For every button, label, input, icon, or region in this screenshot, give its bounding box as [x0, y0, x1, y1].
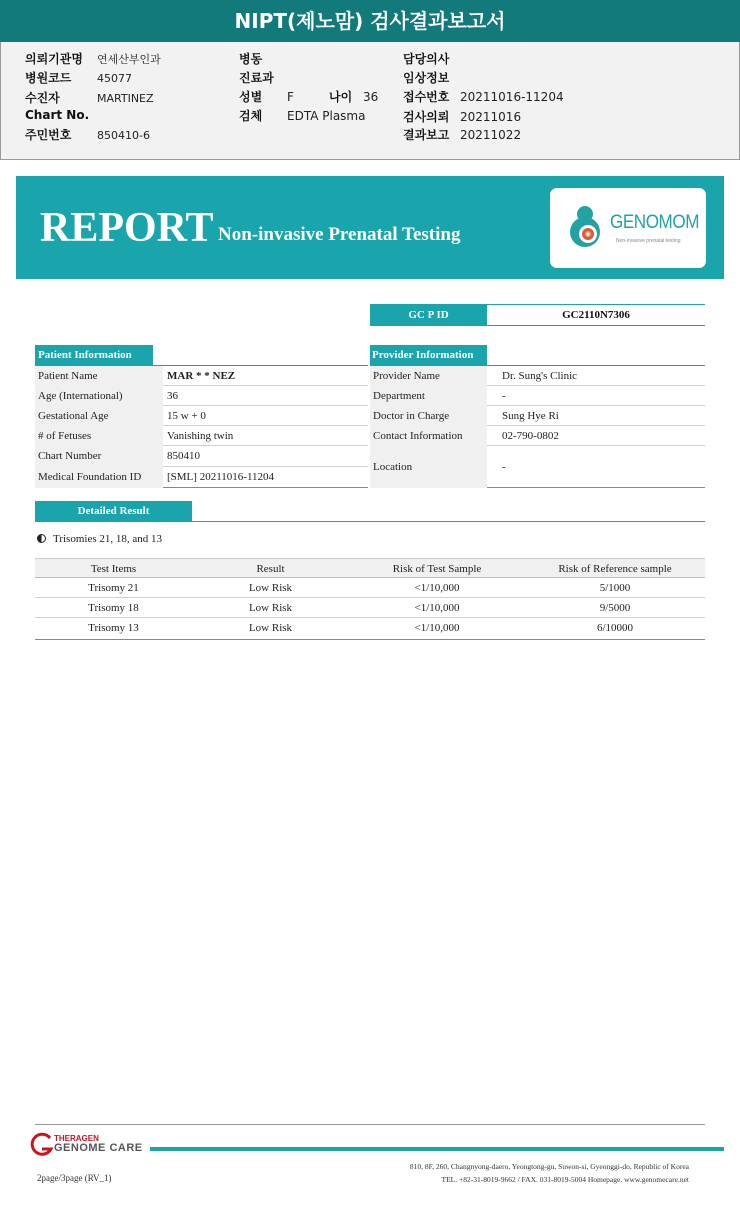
gcp-id-value: GC2110N7306: [562, 309, 630, 321]
report-form-title: NIPT(제노맘) 검사결과보고서: [0, 0, 740, 42]
theragen-g-icon: [30, 1132, 54, 1158]
theragen-genome-care-logo: [30, 1132, 152, 1158]
genomom-emblem-icon: [566, 202, 610, 258]
table-row: Doctor in Charge Sung Hye Ri: [370, 406, 705, 426]
trisomies-heading: Trisomies 21, 18, and 13: [37, 533, 162, 545]
patient-info-header: Patient Information: [35, 345, 153, 365]
column-header: Risk of Test Sample: [392, 563, 482, 575]
column-header: Result: [256, 563, 285, 575]
table-row: Trisomy 13 Low Risk <1/10,000 6/10000: [88, 622, 634, 634]
gcp-id-label: GC P ID: [370, 305, 487, 325]
column-header: Risk of Reference sample: [558, 563, 672, 575]
detailed-result-header: Detailed Result: [35, 501, 192, 521]
theragen-wordmark: THERAGEN: [54, 1134, 99, 1143]
table-row: Age (International) 36: [35, 386, 368, 406]
table-row: Patient Name MAR * * NEZ: [35, 366, 368, 386]
requesting-institution-field: 의뢰기관명 연세산부인과: [25, 52, 161, 66]
contact-line: TEL. +82-31-8019-9662 / FAX. 031-8019-5004 Homepage. www.genomecare.net: [441, 1175, 689, 1184]
address-line: 810, 8F, 260, Changnyong-daero, Yeongtong-gu, Suwon-si, Gyeonggi-do, Republic of Korea: [409, 1162, 689, 1171]
table-row: # of Fetuses Vanishing twin: [35, 426, 368, 446]
table-row: Provider Name Dr. Sung's Clinic: [370, 366, 705, 386]
genomom-wordmark: GENOMOM: [610, 212, 700, 233]
table-row: Department -: [370, 386, 705, 406]
sex-field: 성별 F: [239, 90, 294, 104]
table-row: Trisomy 18 Low Risk <1/10,000 9/5000: [35, 598, 705, 618]
footer-divider: [35, 1124, 705, 1125]
table-row: Contact Information 02-790-0802: [370, 426, 705, 446]
table-row: Chart Number 850410: [35, 446, 368, 467]
clinical-info-field: 임상정보: [403, 71, 450, 85]
department-field: 진료과: [239, 71, 274, 85]
table-row: Location -: [370, 446, 705, 488]
physician-field: 담당의사: [403, 52, 450, 66]
chart-no-field: Chart No.: [25, 108, 90, 122]
report-subheading: Non-invasive Prenatal Testing: [218, 224, 461, 245]
half-circle-icon: [37, 534, 46, 543]
column-header: Test Items: [90, 563, 137, 575]
patient-info-table: [35, 366, 368, 488]
specimen-field: 검체 EDTA Plasma: [239, 109, 366, 123]
examinee-field: 수진자 MARTINEZ: [25, 91, 154, 105]
hospital-code-field: 병원코드 45077: [25, 71, 132, 85]
order-info-panel: [0, 42, 740, 160]
table-row: Medical Foundation ID [SML] 20211016-11204: [35, 467, 368, 488]
footer-accent-bar: [150, 1147, 724, 1151]
age-field: 나이 36: [329, 90, 379, 104]
receipt-number-field: 접수번호 20211016-11204: [403, 90, 564, 104]
report-date-field: 결과보고 20211022: [403, 128, 522, 142]
genomom-logo: [550, 188, 706, 268]
ward-field: 병동: [239, 52, 263, 66]
page-number: 2page/3page (RV_1): [37, 1173, 112, 1183]
genomom-tagline: Non-invasive prenatal testing: [616, 238, 681, 244]
detailed-result-rule: [35, 521, 705, 522]
provider-info-header: Provider Information: [370, 345, 487, 365]
table-row: Gestational Age 15 w + 0: [35, 406, 368, 426]
trisomy-results-table: [35, 558, 705, 640]
report-heading: REPORT: [40, 205, 214, 251]
provider-info-table: [370, 366, 705, 488]
table-row: Trisomy 21 Low Risk <1/10,000 5/1000: [35, 578, 705, 598]
company-address: [410, 1160, 689, 1186]
report-banner: [16, 176, 724, 279]
table-header-row: [35, 558, 705, 578]
request-date-field: 검사의뢰 20211016: [403, 110, 522, 124]
resident-number-field: 주민번호 850410-6: [25, 128, 150, 142]
genome-care-wordmark: GENOME CARE: [54, 1142, 143, 1154]
gcp-id-box: [370, 304, 705, 326]
